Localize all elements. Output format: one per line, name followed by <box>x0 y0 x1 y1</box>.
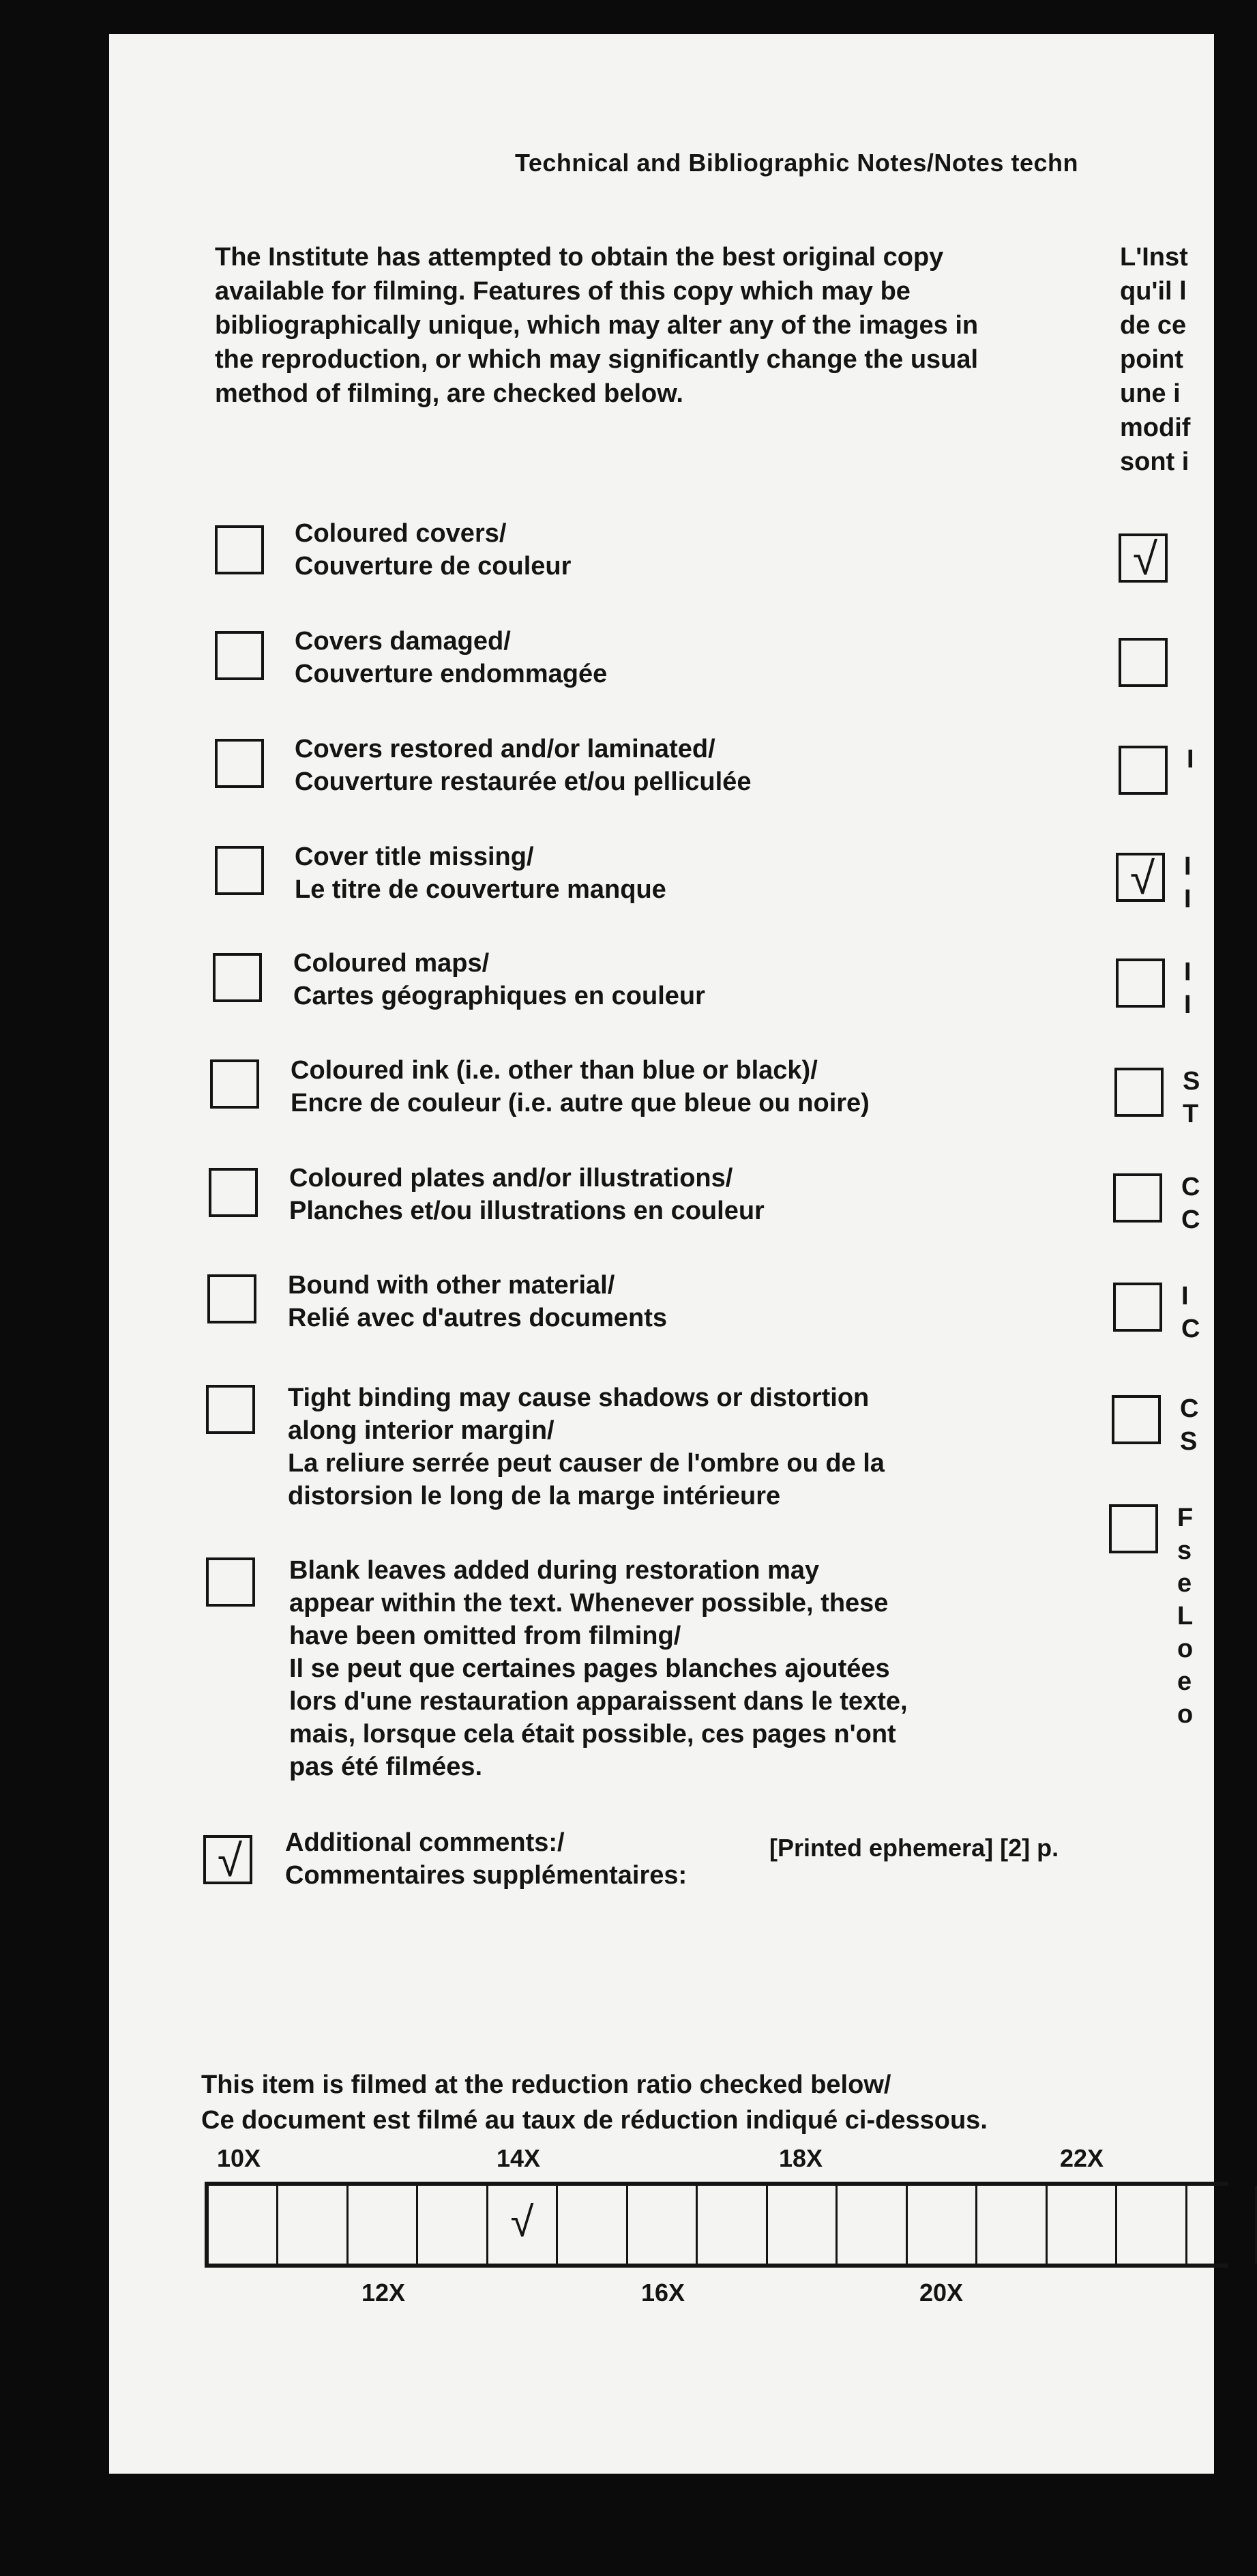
checklist-item-line: Couverture endommagée <box>295 660 608 688</box>
check-mark-icon: √ <box>510 2199 534 2246</box>
checklist-item-line: Coloured maps/ <box>293 949 490 978</box>
right-item-line: L <box>1177 1602 1194 1630</box>
right-intro-line: une i <box>1120 379 1181 408</box>
checklist-item-line: Covers damaged/ <box>295 627 511 656</box>
right-intro-line: L'Inst <box>1120 243 1188 272</box>
right-item-line: I <box>1184 991 1192 1019</box>
checklist-item-label <box>295 625 1072 690</box>
right-item-label-fragment <box>1184 956 1209 1021</box>
checklist-item-line: Couverture restaurée et/ou pelliculée <box>295 767 752 796</box>
ratio-cell <box>628 2186 698 2264</box>
checklist-item-label <box>288 1381 1065 1512</box>
right-item-line: S <box>1180 1427 1198 1456</box>
right-checkbox[interactable] <box>1113 1173 1162 1223</box>
left-checkbox[interactable] <box>215 846 264 895</box>
ratio-cell <box>1118 2186 1187 2264</box>
checklist-item-line: Cartes géographiques en couleur <box>293 982 705 1010</box>
ratio-label-bottom: 20X <box>919 2279 964 2307</box>
right-item-line: F <box>1177 1504 1194 1532</box>
right-checkbox[interactable] <box>1116 958 1165 1008</box>
right-checkbox[interactable] <box>1114 1068 1164 1117</box>
checklist-item-line: along interior margin/ <box>288 1416 554 1445</box>
checklist-item-line: Relié avec d'autres documents <box>288 1304 668 1332</box>
additional-comment-value: [Printed ephemera] [2] p. <box>769 1834 1059 1862</box>
ratio-cell <box>838 2186 908 2264</box>
right-intro-line: modif <box>1120 413 1191 442</box>
checklist-item-line: Coloured covers/ <box>295 519 507 548</box>
right-checkbox[interactable] <box>1113 1283 1162 1332</box>
ratio-cell <box>698 2186 768 2264</box>
left-checkbox[interactable] <box>209 1168 258 1217</box>
checklist-item-line: Coloured plates and/or illustrations/ <box>289 1164 733 1192</box>
checklist-item-line: distorsion le long de la marge intérieure <box>288 1482 781 1510</box>
checklist-item-label <box>295 840 1072 906</box>
right-checkbox[interactable] <box>1119 746 1168 795</box>
right-item-label-fragment <box>1187 743 1211 808</box>
right-intro-line: point <box>1120 345 1183 374</box>
right-item-line: I <box>1184 885 1192 913</box>
reduction-line-fr: Ce document est filmé au taux de réduction indiqué ci-dessous. <box>201 2106 988 2135</box>
checklist-item-line: Coloured ink (i.e. other than blue or black)/ <box>291 1056 818 1085</box>
left-checkbox[interactable] <box>215 525 264 574</box>
checklist-item-label <box>289 1162 1067 1227</box>
right-item-line: T <box>1183 1100 1199 1128</box>
reduction-statement <box>201 2067 988 2138</box>
left-checkbox[interactable] <box>215 631 264 680</box>
reduction-line-en: This item is filmed at the reduction ratio checked below/ <box>201 2070 891 2099</box>
right-item-label-fragment <box>1187 635 1211 701</box>
right-item-line: C <box>1180 1394 1199 1423</box>
right-item-label-fragment <box>1177 1502 1202 1731</box>
checklist-item-label <box>288 1269 1065 1334</box>
right-item-line: e <box>1177 1667 1192 1696</box>
left-checkbox[interactable] <box>206 1557 255 1607</box>
checklist-item-line: Couverture de couleur <box>295 552 572 581</box>
reduction-ratio-strip <box>205 2182 1228 2268</box>
right-checkbox[interactable] <box>1116 853 1165 902</box>
left-checkbox[interactable] <box>210 1059 259 1109</box>
left-checkbox[interactable] <box>215 739 264 788</box>
check-mark-icon: √ <box>1129 853 1155 903</box>
ratio-cell <box>559 2186 628 2264</box>
right-item-label-fragment <box>1183 1065 1207 1130</box>
checklist-item-line: Blank leaves added during restoration may <box>289 1556 820 1585</box>
ratio-cell <box>978 2186 1048 2264</box>
checklist-item-line: Cover title missing/ <box>295 843 534 871</box>
right-checkbox[interactable] <box>1109 1504 1158 1553</box>
right-item-line: o <box>1177 1700 1194 1729</box>
right-item-line: s <box>1177 1536 1192 1565</box>
right-item-line <box>1187 635 1211 668</box>
checklist-item-line: appear within the text. Whenever possible, these <box>289 1589 889 1618</box>
ratio-label-top: 18X <box>779 2144 823 2172</box>
right-item-label-fragment <box>1181 1280 1206 1345</box>
right-item-line: C <box>1181 1173 1200 1201</box>
check-mark-icon: √ <box>217 1835 243 1886</box>
page-header: Technical and Bibliographic Notes/Notes techn <box>515 149 1078 177</box>
checklist-item-line: Encre de couleur (i.e. autre que bleue ou noire) <box>291 1089 870 1117</box>
right-item-line <box>1187 668 1211 701</box>
intro-paragraph: The Institute has attempted to obtain the best original copy available for filming. Features of this copy which may be bibliographically unique, which may alter any of the images in the reproduction, or which may significantly change the usual method of filming, are checked below. <box>215 243 979 408</box>
right-item-line: I <box>1187 745 1194 774</box>
right-item-line: C <box>1181 1205 1200 1234</box>
checklist-item-line: Il se peut que certaines pages blanches ajoutées <box>289 1654 890 1683</box>
ratio-cell <box>908 2186 977 2264</box>
checklist-item-line: Planches et/ou illustrations en couleur <box>289 1197 765 1225</box>
right-intro-line: de ce <box>1120 311 1187 340</box>
checklist-item-line: Covers restored and/or laminated/ <box>295 735 715 763</box>
left-checkbox[interactable] <box>203 1835 252 1884</box>
check-mark-icon: √ <box>1132 533 1158 584</box>
right-checkbox[interactable] <box>1119 638 1168 687</box>
right-item-line: C <box>1181 1315 1200 1343</box>
checklist-item-line: Tight binding may cause shadows or distortion <box>288 1384 870 1412</box>
ratio-label-bottom: 16X <box>641 2279 685 2307</box>
checklist-item-line: Le titre de couverture manque <box>295 875 666 904</box>
right-item-line <box>1187 776 1211 808</box>
checklist-item-label <box>295 517 1072 583</box>
ratio-cell <box>349 2186 418 2264</box>
ratio-label-top: 10X <box>217 2144 261 2172</box>
left-checkbox[interactable] <box>206 1385 255 1434</box>
right-checkbox[interactable] <box>1119 533 1168 583</box>
checklist-item-label <box>293 947 1071 1012</box>
right-item-line <box>1187 531 1211 564</box>
ratio-cell <box>279 2186 349 2264</box>
right-item-line: I <box>1184 958 1192 986</box>
checklist-item-label <box>291 1054 1068 1119</box>
checklist-item-label <box>295 733 1072 798</box>
right-item-label-fragment <box>1180 1392 1204 1458</box>
ratio-cell <box>419 2186 488 2264</box>
checklist-item-line: mais, lorsque cela était possible, ces pages n'ont <box>289 1720 896 1748</box>
right-item-line: e <box>1177 1569 1192 1598</box>
ratio-cell <box>768 2186 838 2264</box>
right-item-label-fragment <box>1184 850 1209 916</box>
left-checkbox[interactable] <box>213 953 262 1002</box>
checklist-item-line: pas été filmées. <box>289 1753 483 1781</box>
right-item-line: I <box>1181 1282 1189 1311</box>
ratio-label-top: 14X <box>497 2144 541 2172</box>
right-item-label-fragment <box>1187 531 1211 596</box>
checklist-item-line: lors d'une restauration apparaissent dans le texte, <box>289 1687 908 1716</box>
right-intro-line: sont i <box>1120 448 1189 476</box>
ratio-cell <box>1187 2186 1257 2264</box>
right-intro-line: qu'il l <box>1120 277 1187 306</box>
ratio-cell <box>488 2186 558 2264</box>
right-item-line: S <box>1183 1067 1200 1096</box>
right-checkbox[interactable] <box>1112 1395 1161 1444</box>
checklist-item-line: La reliure serrée peut causer de l'ombre ou de la <box>288 1449 885 1478</box>
ratio-cell <box>1048 2186 1117 2264</box>
right-item-line <box>1187 564 1211 596</box>
right-item-label-fragment <box>1181 1171 1206 1236</box>
checklist-item-line: Additional comments:/ <box>285 1828 565 1857</box>
left-checkbox[interactable] <box>207 1274 256 1323</box>
right-item-line: I <box>1184 852 1192 881</box>
checklist-item-label <box>289 1554 1067 1783</box>
right-intro-fragment <box>1120 240 1202 479</box>
checklist-item-line: have been omitted from filming/ <box>289 1622 681 1650</box>
ratio-label-top: 22X <box>1060 2144 1104 2172</box>
ratio-label-bottom: 12X <box>361 2279 406 2307</box>
checklist-item-line: Bound with other material/ <box>288 1271 615 1300</box>
checklist-item-line: Commentaires supplémentaires: <box>285 1861 687 1890</box>
right-item-line: o <box>1177 1635 1194 1663</box>
ratio-cell <box>209 2186 278 2264</box>
